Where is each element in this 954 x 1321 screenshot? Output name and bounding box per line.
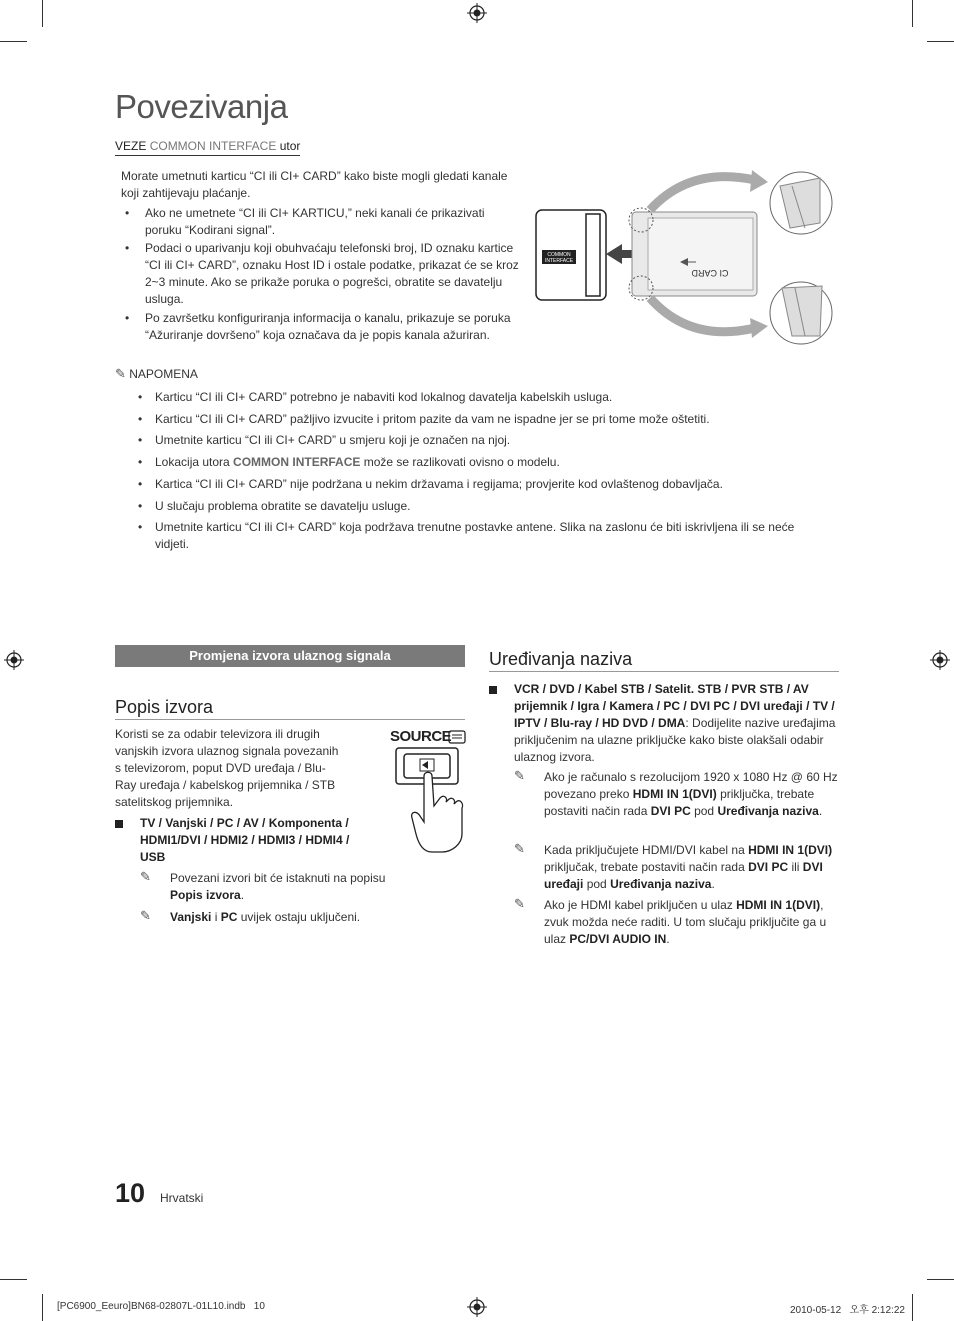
- section-bar: Promjena izvora ulaznog signala: [115, 645, 465, 667]
- source-list-icon: [448, 730, 466, 744]
- pencil-icon: ✎: [140, 908, 151, 923]
- registration-mark-icon: [930, 650, 950, 670]
- crop-mark: [42, 1294, 43, 1321]
- heading-rule: [489, 671, 839, 672]
- ci-bullet: • Po završetku konfiguriranja informacija o kanalu, prikazuje se poruka “Ažuriranje dovršeno” koja označava da je popis kanala ažuriran.: [125, 311, 511, 342]
- crop-mark: [912, 0, 913, 27]
- ci-bullet: • Podaci o uparivanju koji obuhvaćaju telefonski broj, ID oznaku kartice “CI ili CI+ CARD”, oznaku Host ID i ostale podatke, prikazat će se kroz 2~3 minute. Ako se prikaže poruka o pogrešci, obratite se davatelju usluga.: [125, 241, 519, 306]
- left-note-1: Povezani izvori bit će istaknuti na popisu Popis izvora.: [170, 871, 386, 902]
- page-number: 10: [115, 1178, 146, 1208]
- registration-mark-icon: [467, 3, 487, 23]
- svg-text:INTERFACE: INTERFACE: [544, 258, 574, 264]
- crop-mark: [912, 1294, 913, 1321]
- section-label: [115, 139, 300, 156]
- source-list-item: TV / Vanjski / PC / AV / Komponenta / HDMI1/DVI / HDMI2 / HDMI3 / HDMI4 / USB: [140, 816, 350, 864]
- note-item: • Karticu “CI ili CI+ CARD” potrebno je nabaviti kod lokalnog davatelja kabelskih usluga.: [138, 390, 613, 404]
- right-note-3: Ako je HDMI kabel priključen u ulaz HDMI IN 1(DVI), zvuk možda neće raditi. U tom slučaju priključite ga u ulaz PC/DVI AUDIO IN.: [544, 898, 827, 946]
- right-note-2: Kada priključujete HDMI/DVI kabel na HDMI IN 1(DVI) priključak, trebate postaviti način rada DVI PC ili DVI uređaji pod Uređivanja naziva.: [544, 843, 833, 891]
- file-info: [PC6900_Eeuro]BN68-02807L-01L10.indb 10: [57, 1301, 265, 1312]
- rename-list-item: VCR / DVD / Kabel STB / Satelit. STB / PVR STB / AV prijemnik / Igra / Kamera / PC / DVI PC / DVI uređaji / TV / IPTV / Blu-ray / HD DVD / DMA: Dodijelite nazive uređajima priključenim na ulazne priključke kako biste olakšali odabir ulaznog izvora.: [514, 682, 836, 764]
- language-label: Hrvatski: [160, 1191, 204, 1205]
- section-label-name: COMMON INTERFACE: [149, 139, 277, 153]
- print-date: 2010-05-12 오후 2:12:22: [790, 1305, 905, 1316]
- pencil-icon: ✎: [514, 896, 525, 911]
- section-label-suffix: utor: [279, 139, 301, 153]
- note-item: • Umetnite karticu “CI ili CI+ CARD” u smjeru koji je označen na njoj.: [138, 433, 511, 447]
- ci-card-illustration: [530, 168, 835, 353]
- square-bullet-icon: [115, 820, 123, 828]
- right-heading: Uređivanja naziva: [489, 649, 633, 669]
- card-label: CI CARD: [691, 268, 729, 278]
- page-title: Povezivanja: [115, 88, 288, 125]
- crop-mark: [927, 1279, 954, 1280]
- source-button-hand-icon: [392, 746, 470, 856]
- crop-mark: [927, 41, 954, 42]
- ci-bullet: • Ako ne umetnete “CI ili CI+ KARTICU,” neki kanali će prikazivati poruku “Kodirani signal”.: [125, 206, 485, 237]
- section-label-prefix: VEZE: [115, 139, 147, 153]
- crop-mark: [42, 0, 43, 27]
- left-note-2: Vanjski i PC uvijek ostaju uključeni.: [170, 910, 361, 924]
- slot-label: COMMON: [547, 252, 571, 258]
- note-item: • Kartica “CI ili CI+ CARD” nije podržana u nekim državama i regijama; provjerite kod ovlaštenog dobavljača.: [138, 477, 723, 491]
- crop-mark: [0, 41, 27, 42]
- source-label: SOURCE: [390, 728, 452, 745]
- registration-mark-icon: [467, 1297, 487, 1317]
- note-heading: ✎ NAPOMENA: [115, 366, 198, 381]
- pencil-icon: ✎: [514, 768, 525, 783]
- pencil-icon: ✎: [115, 366, 126, 381]
- note-item: • U slučaju problema obratite se davatelju usluge.: [138, 499, 411, 513]
- left-heading: Popis izvora: [115, 697, 214, 717]
- pencil-icon: ✎: [140, 869, 151, 884]
- heading-rule: [115, 719, 465, 720]
- square-bullet-icon: [489, 686, 497, 694]
- ci-intro: Morate umetnuti karticu “CI ili CI+ CARD” kako biste mogli gledati kanale koji zahtijevaju plaćanje.: [121, 169, 508, 200]
- note-item: • Karticu “CI ili CI+ CARD” pažljivo izvucite i pritom pazite da vam ne ispadne jer se pri tome može oštetiti.: [138, 412, 710, 426]
- left-intro: Koristi se za odabir televizora ili drugih vanjskih izvora ulaznog signala povezanih s televizorom, poput DVD uređaja / Blu-Ray uređaja / kabelskog prijemnika / STB satelitskog prijemnika.: [115, 727, 339, 809]
- crop-mark: [0, 1279, 27, 1280]
- note-item: • Lokacija utora COMMON INTERFACE može se razlikovati ovisno o modelu.: [138, 455, 560, 469]
- right-note-1: Ako je računalo s rezolucijom 1920 x 1080 Hz @ 60 Hz povezano preko HDMI IN 1(DVI) priključka, trebate postaviti način rada DVI PC pod Uređivanja naziva.: [544, 770, 838, 818]
- note-item: • Umetnite karticu “CI ili CI+ CARD” koja podržava trenutne postavke antene. Slika na zaslonu će biti iskrivljena ili se neće vidjeti.: [138, 520, 795, 551]
- registration-mark-icon: [4, 650, 24, 670]
- pencil-icon: ✎: [514, 841, 525, 856]
